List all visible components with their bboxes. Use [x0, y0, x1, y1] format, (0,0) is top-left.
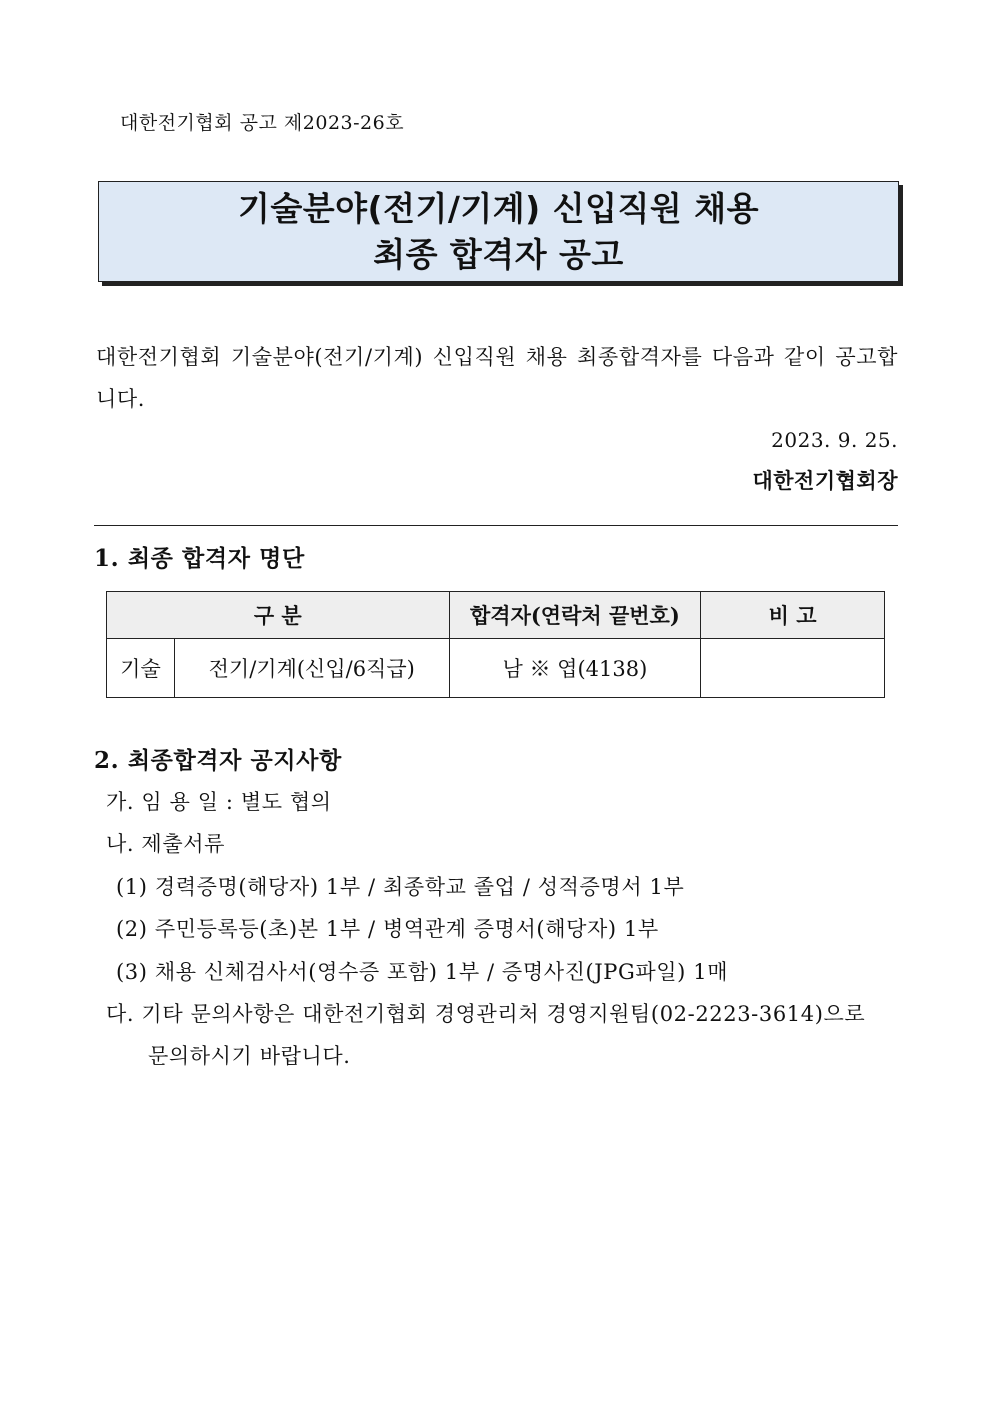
intro-paragraph: 대한전기협회 기술분야(전기/기계) 신입직원 채용 최종합격자를 다음과 같이 공고합니다.	[96, 345, 898, 411]
list-item: 다. 기타 문의사항은 대한전기협회 경영관리처 경영지원팀(02-2223-3614)으로	[106, 1002, 866, 1026]
title-box	[98, 181, 899, 282]
table-row	[107, 639, 885, 698]
list-item: (1) 경력증명(해당자) 1부 / 최종학교 졸업 / 성적증명서 1부	[116, 875, 685, 899]
title-line-1: 기술분야(전기/기계) 신입직원 채용	[238, 188, 759, 228]
notice-number: 대한전기협회 공고 제2023-26호	[120, 112, 405, 134]
header-category: 구 분	[107, 592, 450, 639]
list-item: 가. 임 용 일 : 별도 협의	[106, 790, 332, 814]
list-item: 나. 제출서류	[106, 832, 225, 856]
passer-table	[106, 591, 885, 698]
header-note: 비 고	[701, 592, 885, 639]
cell-category: 기술	[107, 639, 175, 698]
header-passer: 합격자(연락처 끝번호)	[449, 592, 701, 639]
announcement-date: 2023. 9. 25.	[771, 428, 898, 452]
divider	[94, 525, 898, 526]
list-item: 문의하시기 바랍니다.	[148, 1044, 351, 1068]
title-line-2: 최종 합격자 공고	[373, 234, 624, 274]
table-header-row	[107, 592, 885, 639]
issuer-name: 대한전기협회장	[752, 468, 898, 493]
list-item: (3) 채용 신체검사서(영수증 포함) 1부 / 증명사진(JPG파일) 1매	[116, 960, 729, 984]
cell-note	[701, 639, 885, 698]
list-item: (2) 주민등록등(초)본 1부 / 병역관계 증명서(해당자) 1부	[116, 917, 659, 941]
cell-passer: 남 ※ 엽(4138)	[449, 639, 701, 698]
cell-field: 전기/기계(신입/6직급)	[174, 639, 449, 698]
section-2-heading: 2. 최종합격자 공지사항	[94, 747, 342, 774]
section-1-heading: 1. 최종 합격자 명단	[94, 545, 305, 572]
